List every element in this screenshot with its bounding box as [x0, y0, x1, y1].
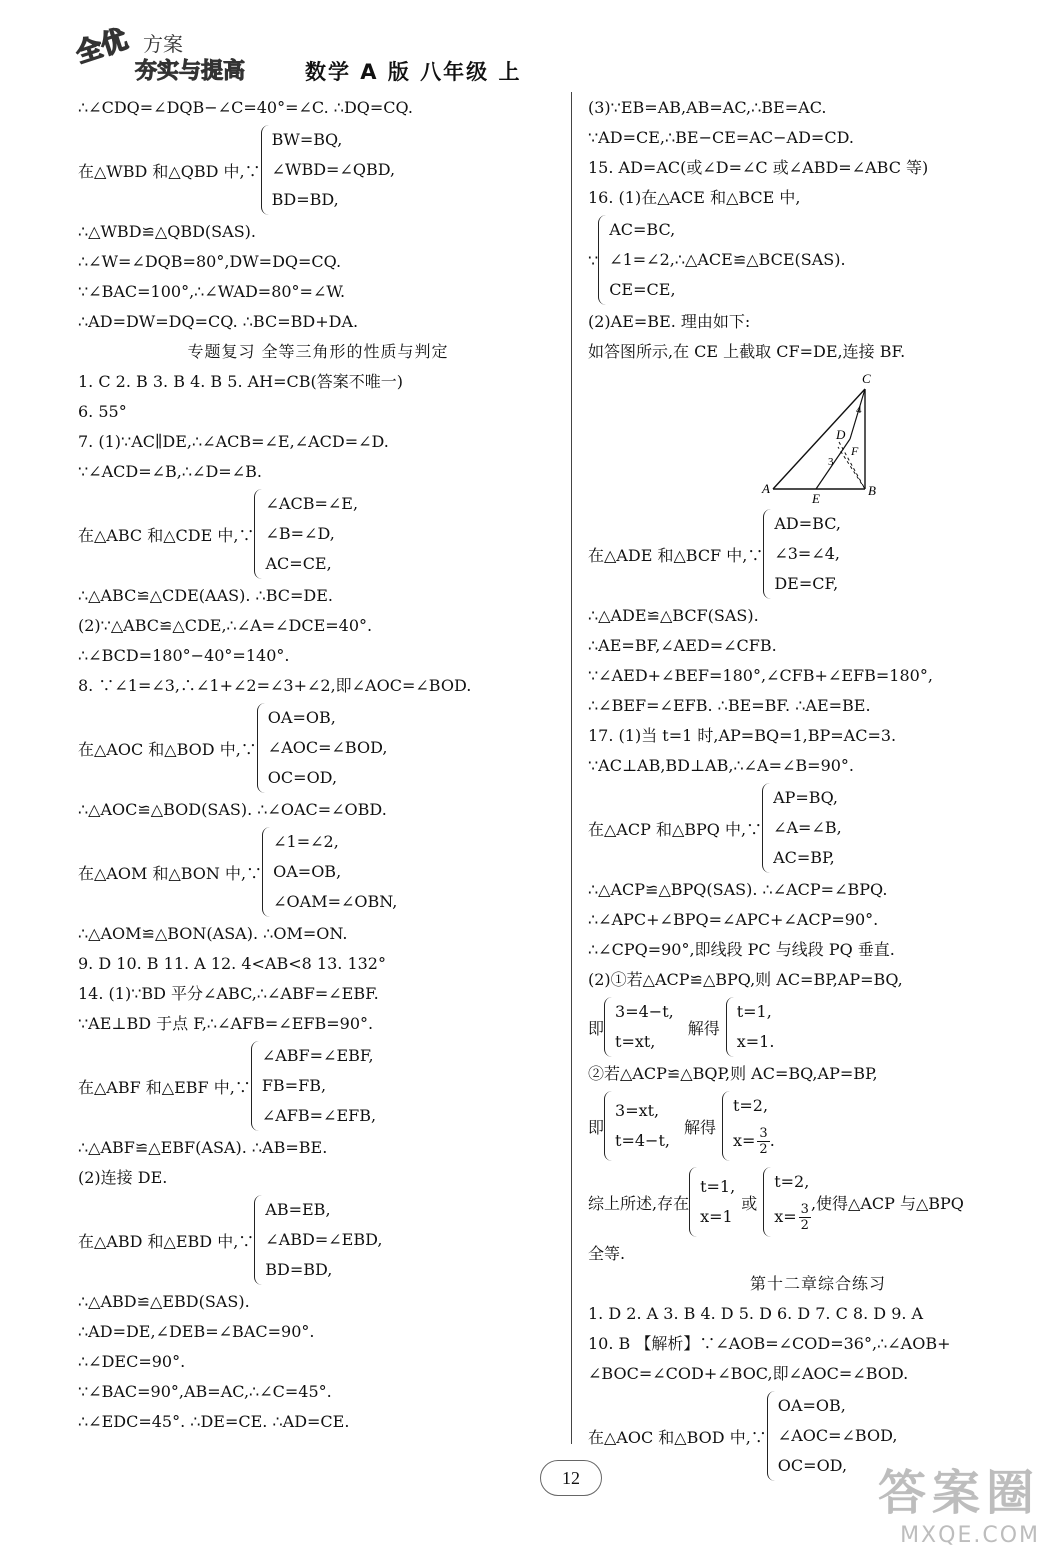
brace: [254, 1195, 263, 1285]
brace: [763, 1167, 772, 1237]
text-line: (3)∵EB=AB,AB=AC,∴BE=AC.: [588, 98, 827, 117]
system-row: BD=BD,: [271, 190, 339, 209]
label-e: E: [812, 491, 820, 506]
text-line: 全等.: [588, 1244, 626, 1263]
system-row: t=1,: [736, 1002, 772, 1021]
system-row: ∠3=∠4,: [774, 544, 841, 563]
equation-system: [78, 827, 558, 917]
system-suffix: ,使得△ACP 与△BPQ: [810, 1193, 964, 1213]
system-row: ∠1=∠2,: [273, 832, 339, 851]
system-prefix: 即: [588, 1117, 605, 1137]
system-row: 3=xt,: [615, 1101, 660, 1120]
text-line: ②若△ACP≌△BQP,则 AC=BQ,AP=BP,: [588, 1064, 878, 1083]
text-line: ∠BOC=∠COD+∠BOC,即∠AOC=∠BOD.: [588, 1364, 909, 1383]
section-heading: 第十二章综合练习: [749, 1274, 886, 1293]
equation-system: [588, 509, 1048, 599]
text-line: 10. B 【解析】∵∠AOB=∠COD=36°,∴∠AOB+: [588, 1334, 951, 1353]
system-prefix: 在△AOC 和△BOD 中,∵: [588, 1427, 767, 1447]
system-row: [774, 1197, 811, 1237]
system-row: CE=CE,: [609, 280, 676, 299]
text-line: ∴∠W=∠DQB=80°,DW=DQ=CQ.: [78, 252, 342, 271]
watermark-url: MXQE.COM: [900, 1523, 1040, 1548]
text-line: ∴AD=DW=DQ=CQ. ∴BC=BD+DA.: [78, 312, 359, 331]
label-d: D: [836, 427, 846, 442]
system-prefix: 在△ADE 和△BCF 中,∵: [588, 545, 764, 565]
brace: [762, 783, 771, 873]
right-column: [588, 93, 1048, 1483]
text-line: 15. AD=AC(或∠D=∠C 或∠ABD=∠ABC 等): [588, 158, 929, 177]
solve-label: 解得: [687, 1018, 720, 1038]
text-line: ∵∠ACD=∠B,∴∠D=∠B.: [78, 462, 262, 481]
text-line: (2)①若△ACP≌△BPQ,则 AC=BP,AP=BQ,: [588, 970, 903, 989]
geometry-figure: [588, 367, 1048, 507]
brace: [689, 1167, 698, 1237]
system-row: ∠OAM=∠OBN,: [273, 892, 398, 911]
left-column: [78, 93, 558, 1437]
solve-label: 解得: [683, 1117, 716, 1137]
denominator: 2: [759, 1142, 768, 1157]
equation-system: [78, 703, 558, 793]
system-row: ∠ABF=∠EBF,: [261, 1046, 374, 1065]
text-line: ∴△AOC≌△BOD(SAS). ∴∠OAC=∠OBD.: [78, 800, 387, 819]
text-line: ∴△ABF≌△EBF(ASA). ∴AB=BE.: [78, 1138, 328, 1157]
text-line: ∴∠EDC=45°. ∴DE=CE. ∴AD=CE.: [78, 1412, 350, 1431]
system-row: t=1,: [700, 1177, 736, 1196]
fraction: [799, 1202, 811, 1233]
equation-system: [78, 1195, 558, 1285]
system-row: OC=OD,: [777, 1456, 848, 1475]
system-row: AP=BQ,: [773, 788, 838, 807]
logo-text-3: 夯实与提高: [135, 59, 246, 84]
system-row: x=1.: [736, 1032, 775, 1051]
text-line: ∴△ABC≌△CDE(AAS). ∴BC=DE.: [78, 586, 333, 605]
system-row: AD=BC,: [774, 514, 841, 533]
system-row: BD=BD,: [265, 1260, 333, 1279]
brace: [604, 997, 613, 1057]
system-row: AC=CE,: [265, 554, 332, 573]
text-line: 8. ∵∠1=∠3,∴∠1+∠2=∠3+∠2,即∠AOC=∠BOD.: [78, 676, 472, 695]
text-line: (2)AE=BE. 理由如下:: [588, 312, 751, 331]
label-b: B: [868, 483, 876, 498]
text-line: 16. (1)在△ACE 和△BCE 中,: [588, 188, 801, 207]
brace: [262, 827, 271, 917]
label-c: C: [862, 371, 871, 386]
book-title: 数学 A 版 八年级 上: [305, 60, 522, 84]
text-line: ∴∠CPQ=90°,即线段 PC 与线段 PQ 垂直.: [588, 940, 895, 959]
equation-system: [78, 489, 558, 579]
brace: [763, 509, 772, 599]
brace: [261, 125, 270, 215]
brace: [604, 1091, 613, 1161]
text-line: ∴△WBD≌△QBD(SAS).: [78, 222, 256, 241]
system-prefix: 综上所述,存在: [588, 1193, 690, 1213]
system-prefix: ∵: [588, 250, 599, 270]
brand-logo: [72, 18, 275, 88]
system-row: ∠AOC=∠BOD,: [777, 1426, 898, 1445]
numerator: 3: [800, 1202, 809, 1217]
text-line: ∵AD=CE,∴BE−CE=AC−AD=CD.: [588, 128, 854, 147]
system-row: ∠WBD=∠QBD,: [271, 160, 396, 179]
system-prefix: 在△AOC 和△BOD 中,∵: [78, 739, 257, 759]
equation-system: [588, 997, 1048, 1057]
system-row: OA=OB,: [267, 708, 336, 727]
text-line: ∴∠APC+∠BPQ=∠APC+∠ACP=90°.: [588, 910, 879, 929]
system-row: DE=CF,: [774, 574, 839, 593]
text-line: (2)连接 DE.: [78, 1168, 168, 1187]
system-row: AB=EB,: [265, 1200, 331, 1219]
system-prefix: 即: [588, 1018, 605, 1038]
system-row: ∠ACB=∠E,: [265, 494, 359, 513]
text-line: ∵∠AED+∠BEF=180°,∠CFB+∠EFB=180°,: [588, 666, 933, 685]
text-line: 如答图所示,在 CE 上截取 CF=DE,连接 BF.: [588, 342, 906, 361]
system-row: t=xt,: [615, 1032, 656, 1051]
system-row: OA=OB,: [777, 1396, 846, 1415]
system-row: t=2,: [774, 1172, 810, 1191]
logo-text-1: 全优: [72, 24, 132, 70]
system-row: OC=OD,: [267, 768, 338, 787]
system-row: t=2,: [732, 1096, 769, 1115]
line-ac: [773, 389, 865, 489]
text-line: 6. 55°: [78, 402, 127, 421]
system-row: FB=FB,: [261, 1076, 327, 1095]
text-line: 7. (1)∵AC∥DE,∴∠ACB=∠E,∠ACD=∠D.: [78, 432, 389, 451]
system-row: AC=BP,: [773, 848, 835, 867]
system-row: [733, 1121, 775, 1161]
system-row: ∠ABD=∠EBD,: [265, 1230, 383, 1249]
system-row: x=1: [700, 1207, 733, 1226]
page-header: [0, 0, 1050, 95]
text-line: ∴∠BEF=∠EFB. ∴BE=BF. ∴AE=BE.: [588, 696, 871, 715]
system-prefix: 在△ABF 和△EBF 中,∵: [78, 1077, 251, 1097]
text-line: ∵∠BAC=90°,AB=AC,∴∠C=45°.: [78, 1382, 332, 1401]
equation-system: [78, 1041, 558, 1131]
brace: [726, 997, 735, 1057]
text-line: 14. (1)∵BD 平分∠ABC,∴∠ABF=∠EBF.: [78, 984, 379, 1003]
angle-4: 4: [856, 404, 862, 416]
system-row: OA=OB,: [273, 862, 342, 881]
numerator: 3: [759, 1126, 768, 1141]
system-row: ∠A=∠B,: [773, 818, 842, 837]
page-footer: [0, 1452, 1050, 1548]
system-row: AC=BC,: [609, 220, 676, 239]
text-line: ∵∠BAC=100°,∴∠WAD=80°=∠W.: [78, 282, 346, 301]
label-a: A: [762, 481, 770, 496]
text-line: ∵AC⊥AB,BD⊥AB,∴∠A=∠B=90°.: [588, 756, 855, 775]
or-label: 或: [741, 1193, 758, 1213]
equation-system: [78, 125, 558, 215]
equation-system: [588, 783, 1048, 873]
text-line: ∴∠DEC=90°.: [78, 1352, 186, 1371]
watermark-text: 答案圈: [877, 1465, 1040, 1521]
period: .: [769, 1131, 775, 1150]
text-line: ∴AE=BF,∠AED=∠CFB.: [588, 636, 777, 655]
text-line: 17. (1)当 t=1 时,AP=BQ=1,BP=AC=3.: [588, 726, 897, 745]
system-prefix: 在△ABC 和△CDE 中,∵: [78, 525, 255, 545]
text-line: ∴△ACP≌△BPQ(SAS). ∴∠ACP=∠BPQ.: [588, 880, 888, 899]
section-heading: 专题复习 全等三角形的性质与判定: [187, 342, 449, 361]
equation-system: [588, 215, 1048, 305]
text-line: 1. C 2. B 3. B 4. B 5. AH=CB(答案不唯一): [78, 372, 404, 391]
var-x: x=: [732, 1131, 756, 1150]
brace: [251, 1041, 260, 1131]
text-line: (2)∵△ABC≌△CDE,∴∠A=∠DCE=40°.: [78, 616, 373, 635]
column-divider: [571, 92, 572, 1444]
text-line: ∴∠BCD=180°−40°=140°.: [78, 646, 290, 665]
equation-system: [588, 1091, 1048, 1161]
text-line: ∴△AOM≌△BON(ASA). ∴OM=ON.: [78, 924, 348, 943]
brace: [722, 1091, 731, 1161]
text-line: 1. D 2. A 3. B 4. D 5. D 6. D 7. C 8. D 9. A: [588, 1304, 924, 1323]
text-line: ∴AD=DE,∠DEB=∠BAC=90°.: [78, 1322, 315, 1341]
label-f: F: [851, 444, 859, 458]
watermark: [878, 1454, 1040, 1548]
system-row: 3=4−t,: [615, 1002, 674, 1021]
system-row: t=4−t,: [615, 1131, 670, 1150]
system-row: ∠AFB=∠EFB,: [261, 1106, 377, 1125]
text-line: ∴△ABD≌△EBD(SAS).: [78, 1292, 250, 1311]
brace: [598, 215, 607, 305]
text-line: ∵AE⊥BD 于点 F,∴∠AFB=∠EFB=90°.: [78, 1014, 374, 1033]
page-number: 12: [540, 1460, 602, 1496]
fraction: [757, 1126, 769, 1157]
denominator: 2: [800, 1218, 809, 1233]
system-row: BW=BQ,: [271, 130, 343, 149]
text-line: ∴∠CDQ=∠DQB−∠C=40°=∠C. ∴DQ=CQ.: [78, 98, 413, 117]
text-line: ∴△ADE≌△BCF(SAS).: [588, 606, 759, 625]
system-row: ∠1=∠2,∴△ACE≌△BCE(SAS).: [609, 250, 846, 269]
brace: [257, 703, 266, 793]
logo-text-2: 方案: [143, 32, 183, 56]
system-row: ∠B=∠D,: [265, 524, 335, 543]
system-row: ∠AOC=∠BOD,: [267, 738, 388, 757]
text-line: 9. D 10. B 11. A 12. 4<AB<8 13. 132°: [78, 954, 386, 973]
equation-system: [588, 1167, 1048, 1237]
var-x: x=: [774, 1207, 797, 1226]
angle-3: 3: [828, 456, 834, 468]
brace: [254, 489, 263, 579]
system-prefix: 在△WBD 和△QBD 中,∵: [78, 161, 261, 181]
system-prefix: 在△ABD 和△EBD 中,∵: [78, 1231, 255, 1251]
system-prefix: 在△AOM 和△BON 中,∵: [78, 863, 263, 883]
triangle-diagram: [588, 367, 1048, 507]
system-prefix: 在△ACP 和△BPQ 中,∵: [588, 819, 763, 839]
